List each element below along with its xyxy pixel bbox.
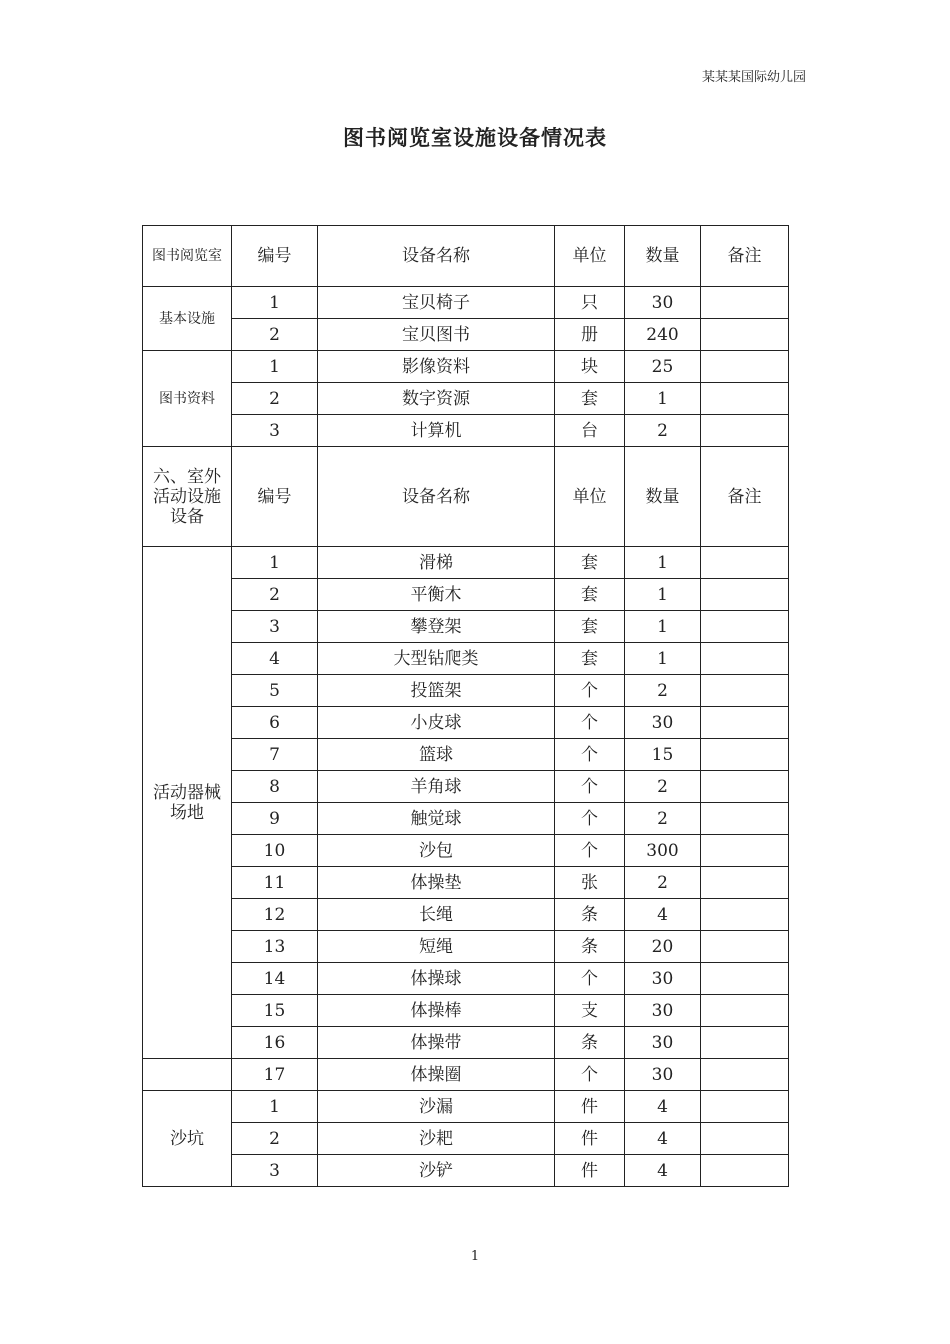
cell-name: 数字资源 [318,383,555,415]
table-row [143,1155,789,1187]
cell-name: 短绳 [318,931,555,963]
cell-note [701,963,789,995]
table-row [143,803,789,835]
cell-note [701,611,789,643]
table-row [143,383,789,415]
cell-qty: 2 [625,803,701,835]
col-header-unit: 单位 [555,226,625,287]
cell-unit: 个 [555,675,625,707]
cell-qty: 25 [625,351,701,383]
cell-no: 3 [232,611,318,643]
cell-unit: 件 [555,1155,625,1187]
cell-note [701,707,789,739]
cell-note [701,1059,789,1091]
cell-note [701,383,789,415]
cell-unit: 条 [555,899,625,931]
cell-note [701,1155,789,1187]
cell-no: 2 [232,1123,318,1155]
cell-qty: 4 [625,1091,701,1123]
table-row [143,1059,789,1091]
cell-name: 体操棒 [318,995,555,1027]
col-header-name: 设备名称 [318,447,555,547]
cell-name: 篮球 [318,739,555,771]
cell-no: 1 [232,1091,318,1123]
cell-unit: 个 [555,835,625,867]
cell-note [701,287,789,319]
cell-note [701,739,789,771]
cell-qty: 30 [625,1059,701,1091]
cell-no: 1 [232,547,318,579]
cell-unit: 条 [555,1027,625,1059]
table-row [143,319,789,351]
cell-no: 4 [232,643,318,675]
cell-name: 沙包 [318,835,555,867]
table-row [143,579,789,611]
table-row [143,771,789,803]
cell-no: 2 [232,319,318,351]
table-row [143,739,789,771]
group-label: 活动器械场地 [143,547,232,1059]
table-row [143,1123,789,1155]
cell-name: 体操圈 [318,1059,555,1091]
cell-name: 体操垫 [318,867,555,899]
table-row [143,611,789,643]
equipment-table-body [143,226,789,1187]
cell-note [701,547,789,579]
cell-note [701,415,789,447]
cell-name: 体操带 [318,1027,555,1059]
cell-no: 12 [232,899,318,931]
cell-note [701,867,789,899]
cell-name: 平衡木 [318,579,555,611]
cell-name: 计算机 [318,415,555,447]
cell-name: 沙铲 [318,1155,555,1187]
cell-name: 小皮球 [318,707,555,739]
cell-no: 2 [232,383,318,415]
cell-unit: 套 [555,611,625,643]
cell-qty: 1 [625,383,701,415]
cell-note [701,931,789,963]
cell-no: 13 [232,931,318,963]
cell-qty: 1 [625,611,701,643]
cell-qty: 1 [625,643,701,675]
table-row [143,995,789,1027]
cell-qty: 30 [625,995,701,1027]
col-header-no: 编号 [232,447,318,547]
table-row [143,415,789,447]
cell-qty: 1 [625,547,701,579]
cell-note [701,579,789,611]
cell-no: 11 [232,867,318,899]
table-row [143,287,789,319]
header-org-name: 某某某国际幼儿园 [701,70,806,85]
cell-no: 9 [232,803,318,835]
cell-unit: 套 [555,643,625,675]
cell-unit: 册 [555,319,625,351]
cell-name: 投篮架 [318,675,555,707]
cell-name: 长绳 [318,899,555,931]
col-header-qty: 数量 [625,447,701,547]
cell-note [701,1027,789,1059]
cell-qty: 2 [625,771,701,803]
col-header-unit: 单位 [555,447,625,547]
cell-no: 14 [232,963,318,995]
cell-no: 6 [232,707,318,739]
cell-no: 8 [232,771,318,803]
cell-unit: 个 [555,707,625,739]
cell-name: 宝贝椅子 [318,287,555,319]
cell-qty: 15 [625,739,701,771]
cell-qty: 2 [625,867,701,899]
cell-qty: 4 [625,1155,701,1187]
cell-qty: 1 [625,579,701,611]
table-row [143,931,789,963]
cell-no: 17 [232,1059,318,1091]
cell-unit: 套 [555,579,625,611]
page-number: 1 [470,1249,480,1264]
cell-name: 宝贝图书 [318,319,555,351]
cell-unit: 块 [555,351,625,383]
group-label: 基本设施 [143,287,232,351]
cell-name: 沙漏 [318,1091,555,1123]
cell-note [701,995,789,1027]
cell-unit: 件 [555,1123,625,1155]
cell-qty: 20 [625,931,701,963]
cell-name: 触觉球 [318,803,555,835]
cell-qty: 4 [625,899,701,931]
cell-unit: 个 [555,803,625,835]
cell-unit: 套 [555,383,625,415]
cell-no: 5 [232,675,318,707]
cell-name: 攀登架 [318,611,555,643]
cell-note [701,675,789,707]
cell-unit: 套 [555,547,625,579]
cell-note [701,319,789,351]
cell-unit: 条 [555,931,625,963]
cell-note [701,1091,789,1123]
cell-unit: 台 [555,415,625,447]
cell-note [701,899,789,931]
cell-note [701,803,789,835]
table-row [143,835,789,867]
cell-no: 3 [232,415,318,447]
cell-no: 7 [232,739,318,771]
section-label: 六、室外活动设施设备 [143,447,232,547]
table-row [143,351,789,383]
table-row [143,963,789,995]
cell-name: 沙耙 [318,1123,555,1155]
cell-note [701,1123,789,1155]
table-row [143,1091,789,1123]
cell-unit: 只 [555,287,625,319]
group-label [143,1059,232,1091]
cell-name: 滑梯 [318,547,555,579]
cell-qty: 30 [625,1027,701,1059]
cell-name: 体操球 [318,963,555,995]
cell-note [701,835,789,867]
col-header-qty: 数量 [625,226,701,287]
cell-note [701,643,789,675]
cell-qty: 30 [625,287,701,319]
table-row [143,867,789,899]
cell-unit: 件 [555,1091,625,1123]
table-row [143,1027,789,1059]
cell-note [701,351,789,383]
equipment-table [142,225,789,1187]
section-label: 图书阅览室 [143,226,232,287]
group-label: 沙坑 [143,1091,232,1187]
cell-unit: 支 [555,995,625,1027]
table-header-row [143,226,789,287]
cell-qty: 240 [625,319,701,351]
cell-qty: 30 [625,963,701,995]
table-row [143,675,789,707]
table-row [143,643,789,675]
cell-qty: 300 [625,835,701,867]
cell-no: 16 [232,1027,318,1059]
cell-qty: 4 [625,1123,701,1155]
table-row [143,899,789,931]
cell-note [701,771,789,803]
cell-unit: 个 [555,1059,625,1091]
cell-no: 3 [232,1155,318,1187]
table-row [143,707,789,739]
group-label: 图书资料 [143,351,232,447]
table-row [143,547,789,579]
col-header-note: 备注 [701,447,789,547]
cell-unit: 个 [555,771,625,803]
col-header-name: 设备名称 [318,226,555,287]
cell-qty: 2 [625,675,701,707]
cell-qty: 2 [625,415,701,447]
cell-no: 15 [232,995,318,1027]
cell-no: 1 [232,287,318,319]
page-title: 图书阅览室设施设备情况表 [343,125,607,150]
cell-unit: 个 [555,963,625,995]
cell-no: 10 [232,835,318,867]
cell-no: 2 [232,579,318,611]
table-header-row [143,447,789,547]
cell-name: 大型钻爬类 [318,643,555,675]
cell-name: 影像资料 [318,351,555,383]
cell-unit: 个 [555,739,625,771]
col-header-no: 编号 [232,226,318,287]
col-header-note: 备注 [701,226,789,287]
cell-qty: 30 [625,707,701,739]
cell-no: 1 [232,351,318,383]
cell-unit: 张 [555,867,625,899]
cell-name: 羊角球 [318,771,555,803]
